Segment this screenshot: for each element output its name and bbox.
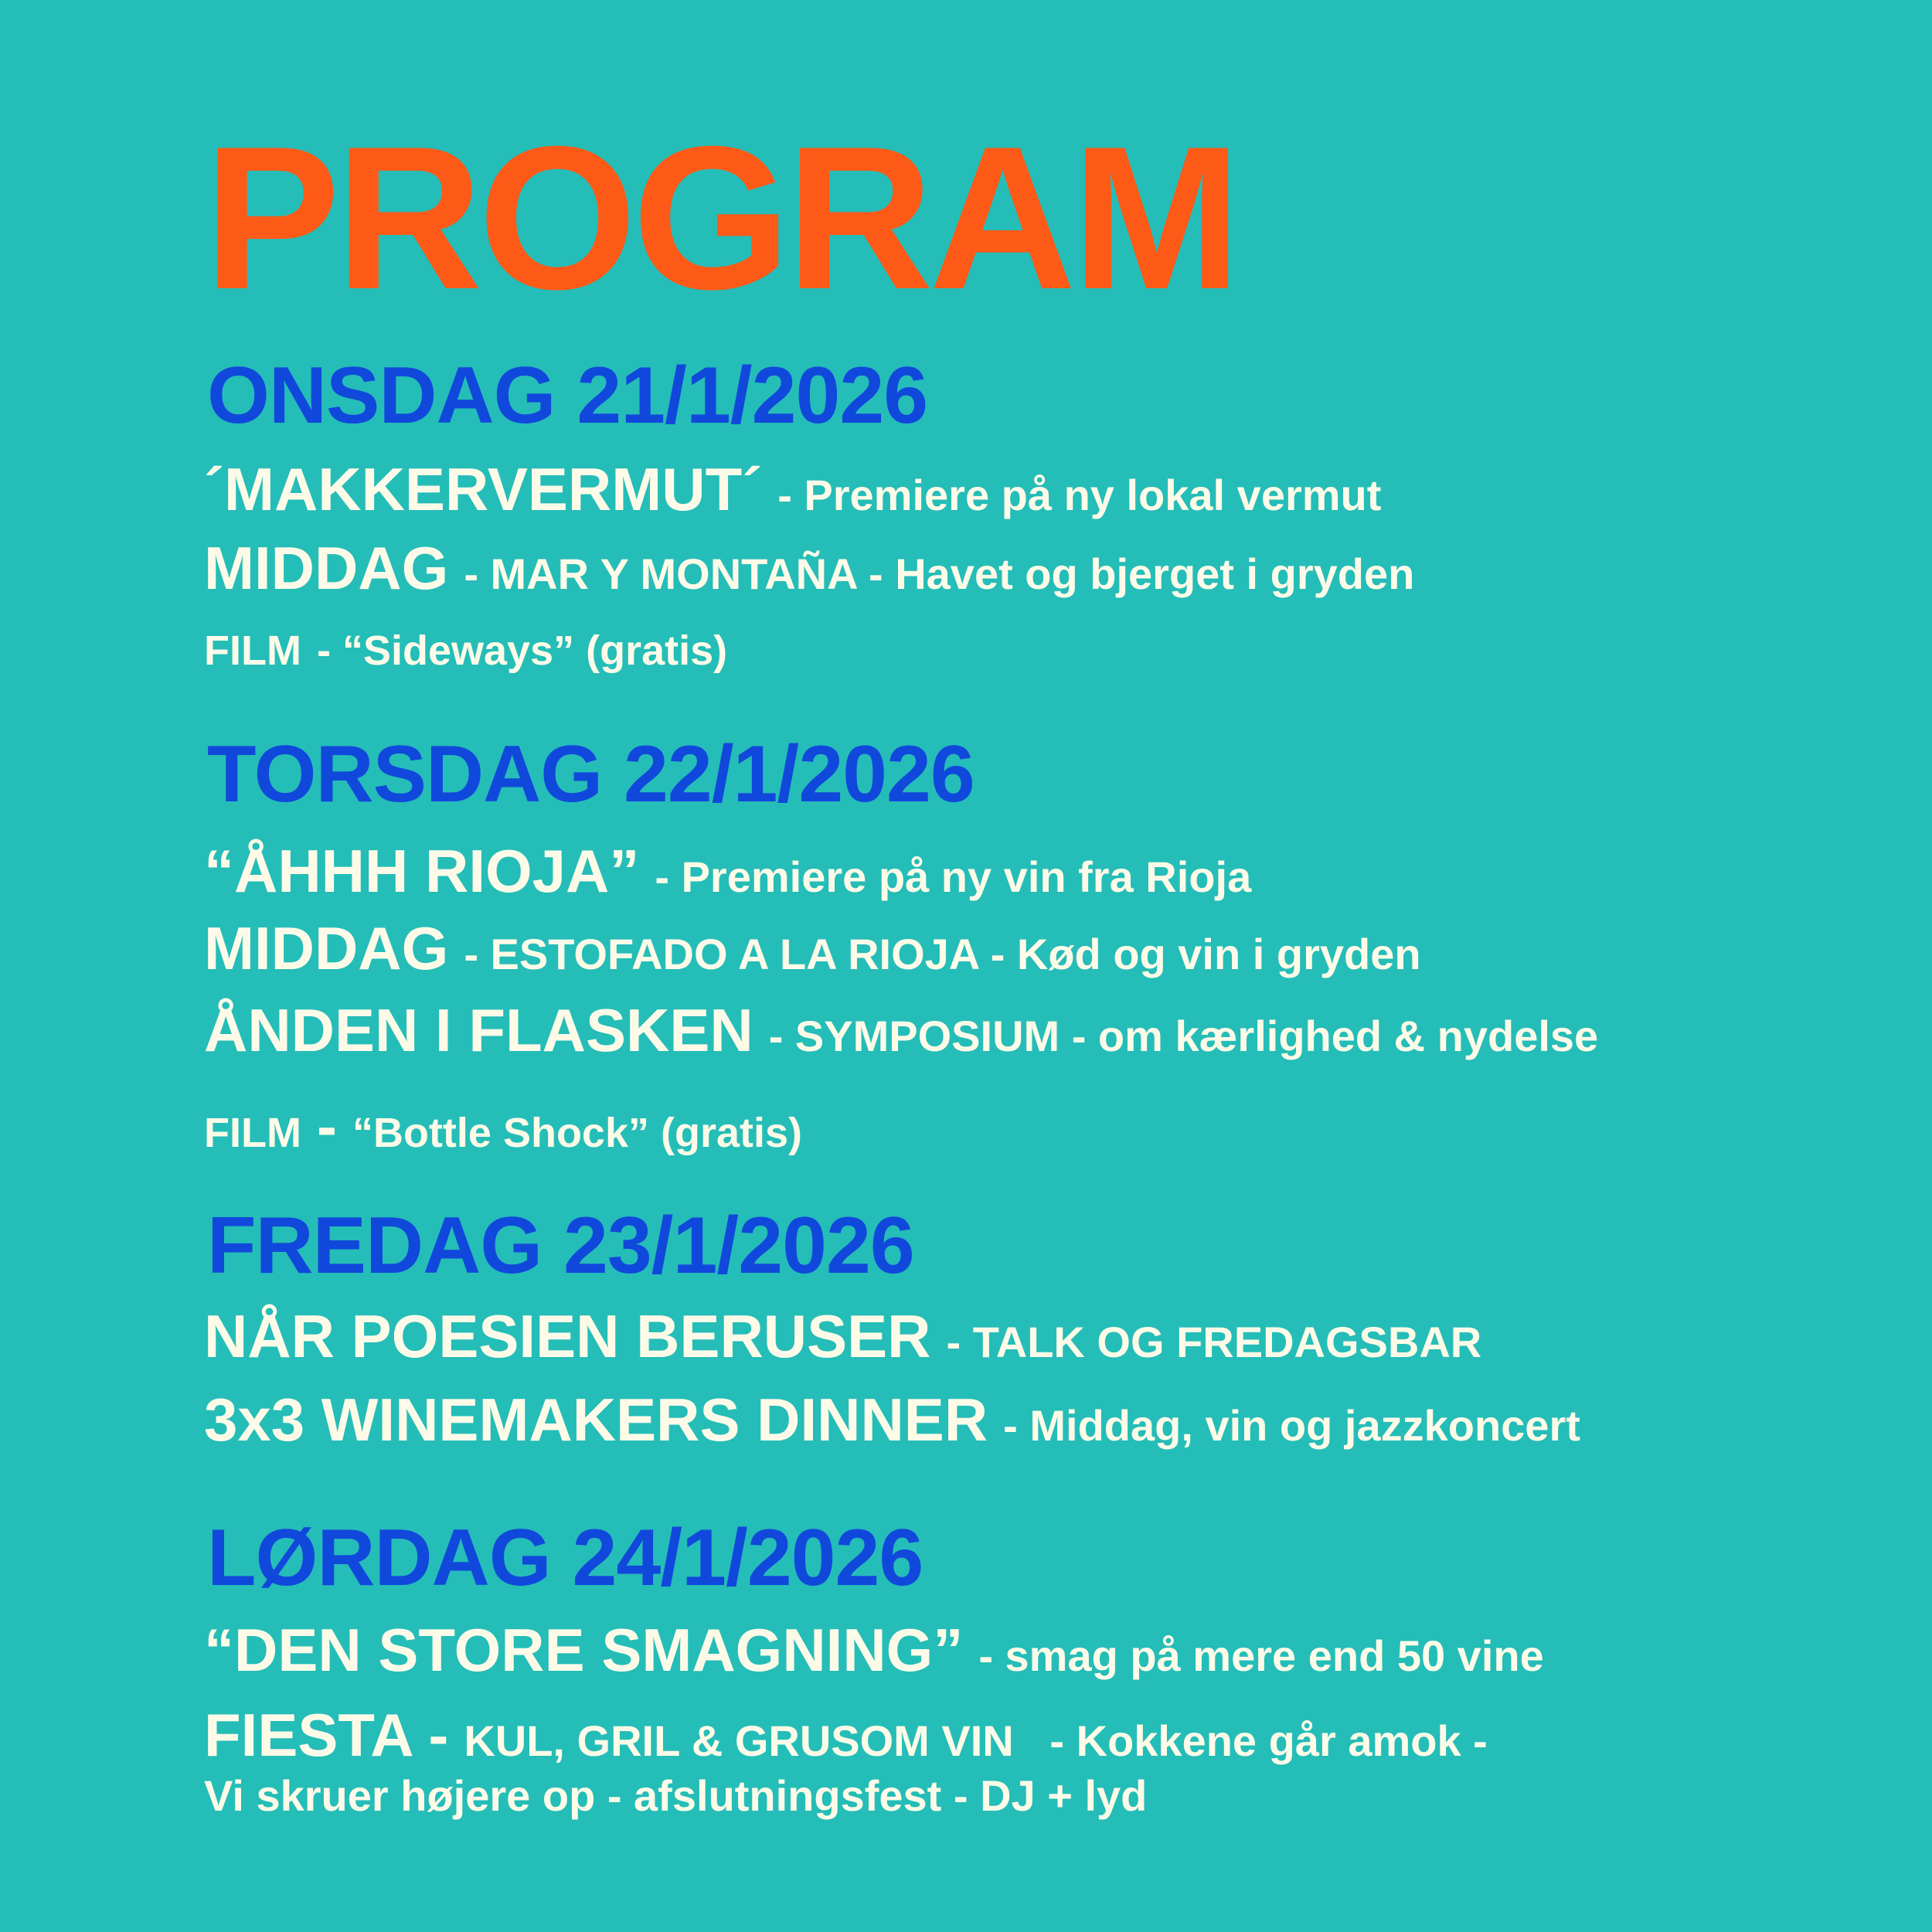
event-description: - Middag, vin og jazzkoncert (1003, 1401, 1580, 1450)
day-heading-fredag: FREDAG 23/1/2026 (207, 1201, 914, 1291)
event-description: - TALK OG FREDAGSBAR (946, 1318, 1482, 1366)
event-description: - Premiere på ny vin fra Rioja (655, 852, 1252, 901)
event-fiesta (204, 1701, 1488, 1769)
event-dash: - (316, 1092, 337, 1160)
event-title: “ÅHHH RIOJA” (204, 837, 640, 905)
day-heading-onsdag: ONSDAG 21/1/2026 (207, 351, 928, 440)
event-description: - “Sideways” (gratis) (316, 628, 728, 674)
event-anden-i-flasken (204, 996, 1599, 1064)
event-winemakers-dinner (204, 1386, 1580, 1454)
event-title: FIESTA - (204, 1701, 449, 1769)
event-description: KUL, GRIL & GRUSOM VIN - Kokkene går amok - (464, 1716, 1488, 1765)
page-title: PROGRAM (204, 104, 1237, 332)
event-den-store-smagning (204, 1616, 1544, 1684)
event-film-torsdag (204, 1092, 803, 1160)
event-naar-poesien-beruser (204, 1302, 1482, 1370)
event-description: - SYMPOSIUM - om kærlighed & nydelse (768, 1012, 1599, 1060)
event-title: MIDDAG (204, 534, 449, 602)
event-title: MIDDAG (204, 914, 449, 982)
event-title: NÅR POESIEN BERUSER (204, 1302, 931, 1370)
event-title: “DEN STORE SMAGNING” (204, 1616, 964, 1684)
event-ahhh-rioja (204, 837, 1252, 905)
event-middag-torsdag (204, 914, 1421, 982)
day-heading-loerdag: LØRDAG 24/1/2026 (207, 1513, 923, 1603)
event-description: - MAR Y MONTAÑA - Havet og bjerget i gryden (464, 549, 1415, 598)
event-description: - ESTOFADO A LA RIOJA - Kød og vin i gryden (464, 930, 1421, 978)
event-description: - smag på mere end 50 vine (978, 1631, 1544, 1680)
event-title: FILM (204, 628, 301, 674)
event-description: “Bottle Shock” (gratis) (352, 1110, 803, 1156)
program-poster (204, 0, 1904, 1932)
event-title: ÅNDEN I FLASKEN (204, 996, 753, 1064)
event-film-onsdag (204, 630, 727, 672)
event-makkervermut (204, 455, 1382, 523)
event-fiesta-continued (204, 1771, 1148, 1820)
event-title: 3x3 WINEMAKERS DINNER (204, 1386, 988, 1454)
day-heading-torsdag: TORSDAG 22/1/2026 (207, 730, 975, 819)
event-title: ´MAKKERVERMUT´ (204, 455, 763, 523)
event-description: Vi skruer højere op - afslutningsfest - DJ + lyd (204, 1771, 1148, 1820)
event-title: FILM (204, 1110, 301, 1156)
event-description: - Premiere på ny lokal vermut (777, 471, 1382, 519)
event-middag-onsdag (204, 534, 1415, 602)
